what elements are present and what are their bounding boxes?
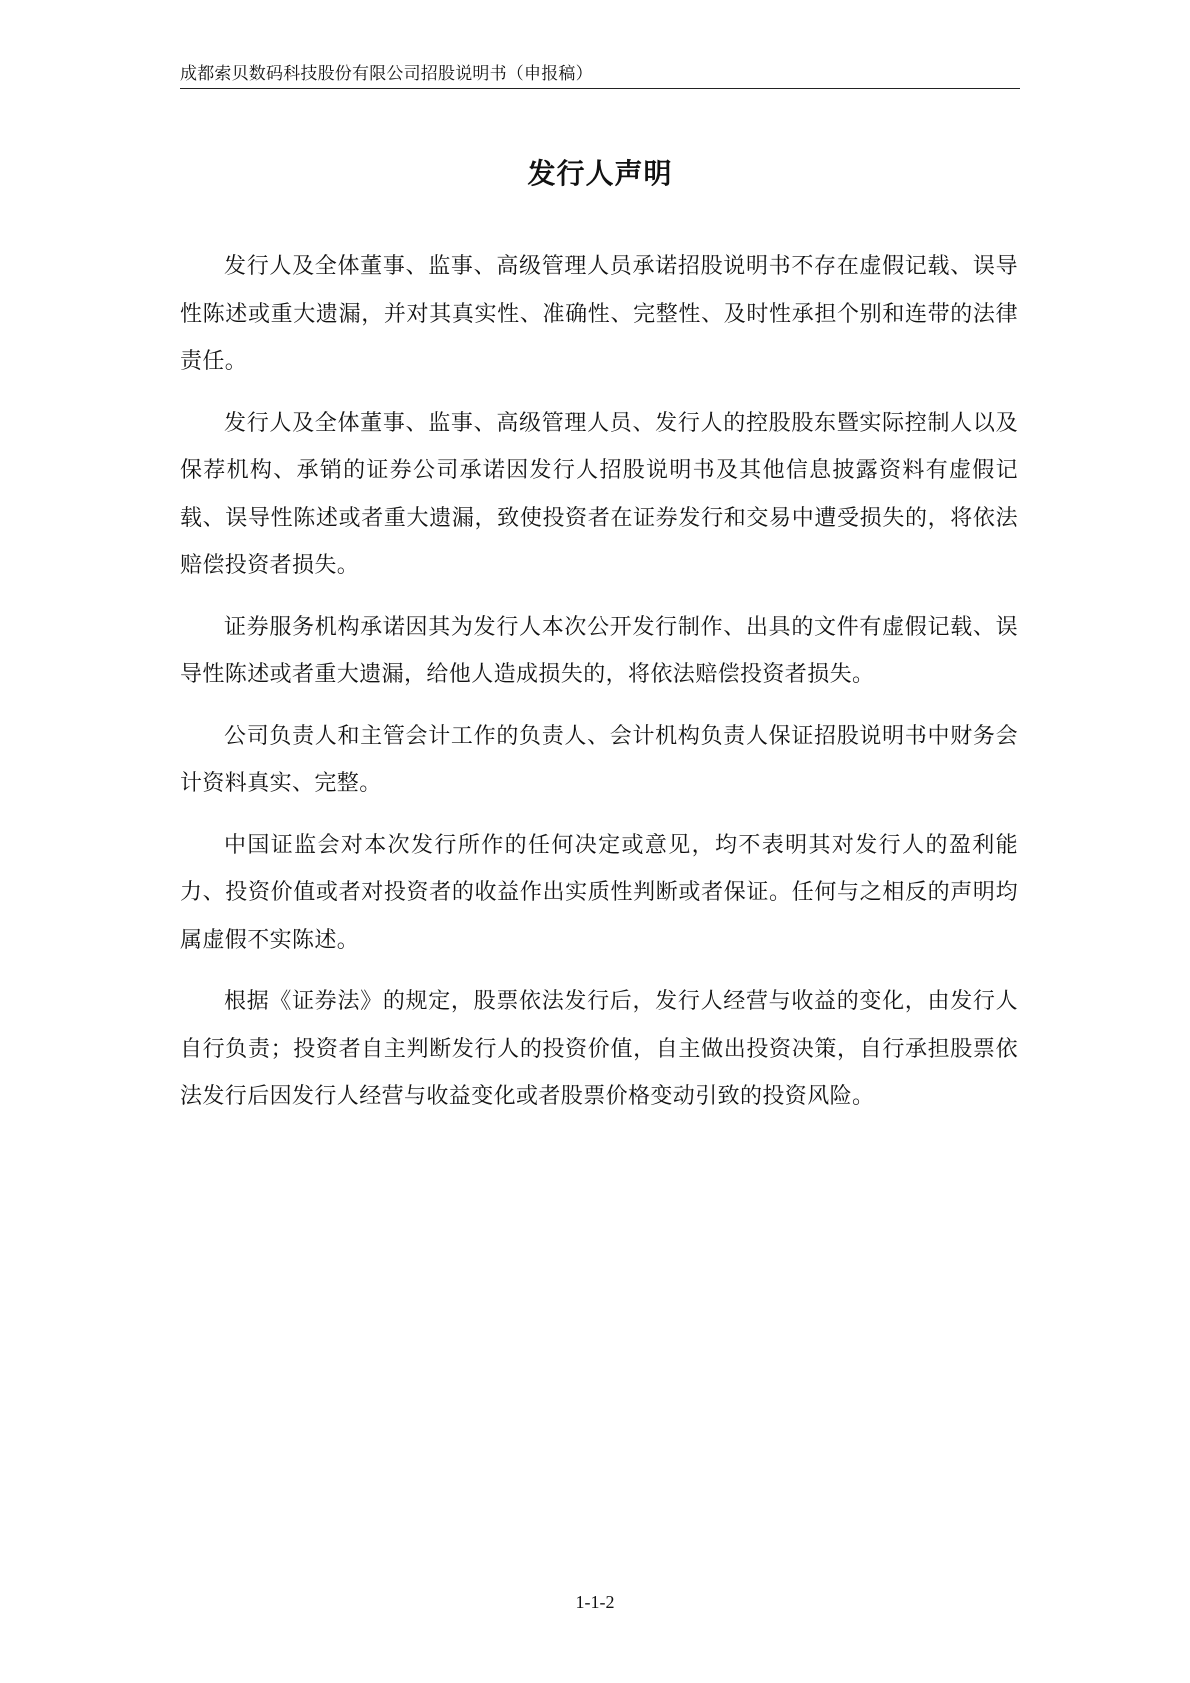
- running-header: 成都索贝数码科技股份有限公司招股说明书（申报稿）: [180, 64, 593, 84]
- paragraph: 公司负责人和主管会计工作的负责人、会计机构负责人保证招股说明书中财务会计资料真实、完整。: [180, 723, 1018, 796]
- paragraph: 中国证监会对本次发行所作的任何决定或意见，均不表明其对发行人的盈利能力、投资价值或者对投资者的收益作出实质性判断或者保证。任何与之相反的声明均属虚假不实陈述。: [180, 832, 1018, 953]
- paragraph: 根据《证券法》的规定，股票依法发行后，发行人经营与收益的变化，由发行人自行负责；投资者自主判断发行人的投资价值，自主做出投资决策，自行承担股票依法发行后因发行人经营与收益变化或者股票价格变动引致的投资风险。: [180, 989, 1018, 1109]
- page-title: 发行人声明: [527, 157, 673, 190]
- paragraph: 发行人及全体董事、监事、高级管理人员承诺招股说明书不存在虚假记载、误导性陈述或重大遗漏，并对其真实性、准确性、完整性、及时性承担个别和连带的法律责任。: [180, 254, 1018, 374]
- header-divider: [180, 88, 1020, 89]
- page-number: 1-1-2: [575, 1592, 615, 1612]
- paragraph: 证券服务机构承诺因其为发行人本次公开发行制作、出具的文件有虚假记载、误导性陈述或者重大遗漏，给他人造成损失的，将依法赔偿投资者损失。: [180, 614, 1018, 687]
- paragraph: 发行人及全体董事、监事、高级管理人员、发行人的控股股东暨实际控制人以及保荐机构、承销的证券公司承诺因发行人招股说明书及其他信息披露资料有虚假记载、误导性陈述或者重大遗漏，致使投资者在证券发行和交易中遭受损失的，将依法赔偿投资者损失。: [180, 410, 1018, 578]
- declaration-body: [180, 243, 1018, 1135]
